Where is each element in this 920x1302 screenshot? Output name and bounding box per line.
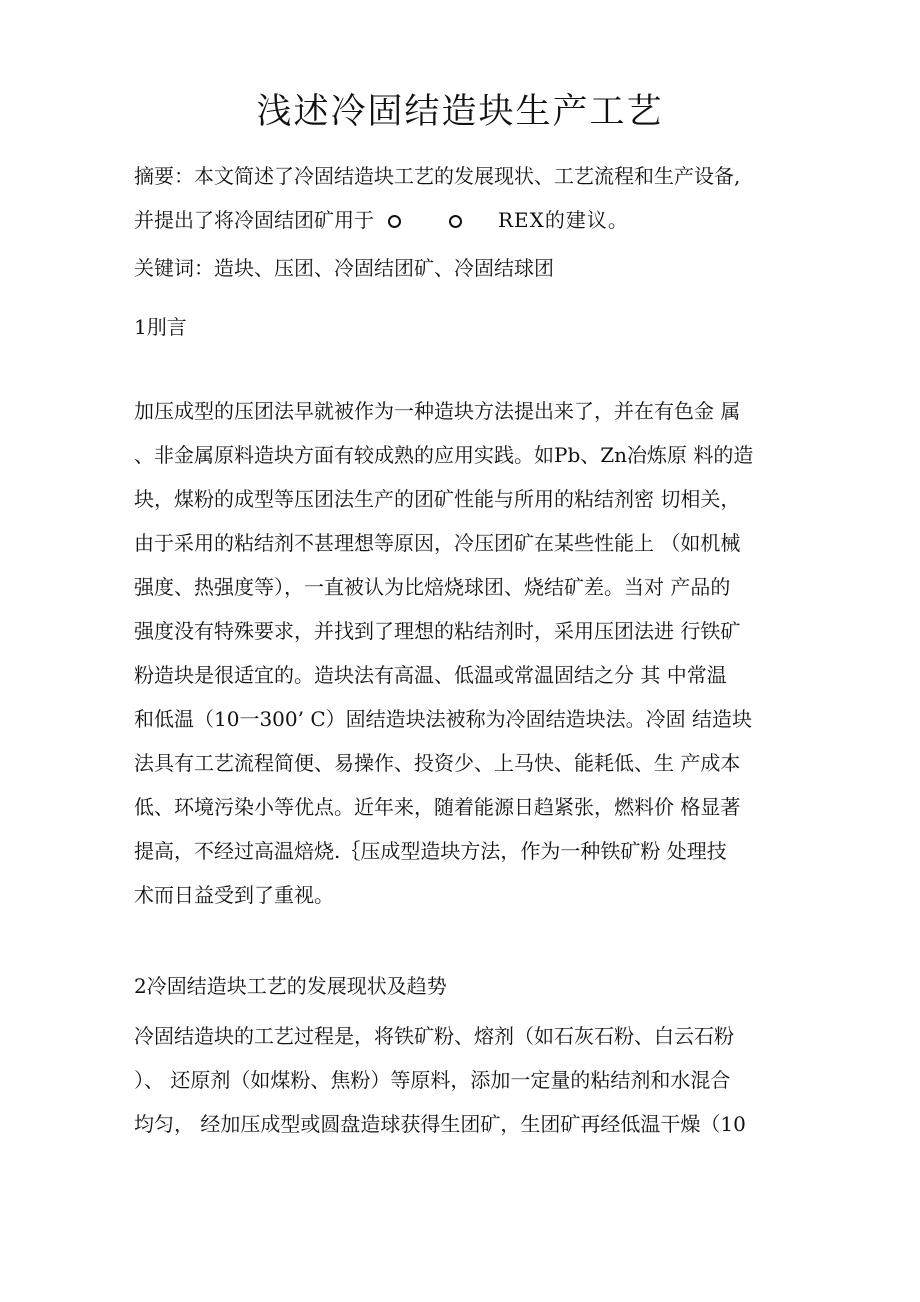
paragraph-line: 由于采用的粘结剂不甚理想等原因，冷压团矿在某些性能上 （如机械 [134, 531, 741, 555]
paragraph-line: 强度、热强度等），一直被认为比焙烧球团、烧结矿差。当对 产品的 [134, 575, 731, 599]
abstract-line-2-tail: REX的建议。 [498, 208, 629, 232]
paragraph-line: 加压成型的压团法早就被作为一种造块方法提出来了，并在有色金 属 [134, 399, 741, 423]
paragraph-line: 粉造块是很适宜的。造块法有高温、低温或常温固结之分 其 中常温 [134, 663, 727, 687]
paragraph-line: 、非金属原料造块方面有较成熟的应用实践。如Pb、Zn冶炼原 料的造 [134, 443, 754, 467]
paragraph-line: 和低温（10一300’ C）固结造块法被称为冷固结造块法。冷固 结造块 [134, 707, 752, 731]
paragraph-line: 强度没有特殊要求，并找到了理想的粘结剂时，采用压团法进 行铁矿 [134, 619, 741, 643]
abstract-line-1: 摘要：本文简述了冷固结造块工艺的发展现状、工艺流程和生产设备, [134, 164, 741, 188]
paragraph-line: 法具有工艺流程简便、易操作、投资少、上马快、能耗低、生 产成本 [134, 751, 741, 775]
document-title: 浅述冷固结造块生产工艺 [256, 92, 664, 132]
paragraph-line: 低、环境污染小等优点。近年来，随着能源日趋紧张，燃料价 格显著 [134, 795, 741, 819]
circle-glyph-icon [449, 215, 462, 228]
paragraph-line: 冷固结造块的工艺过程是，将铁矿粉、熔剂（如石灰石粉、白云石粉 [134, 1024, 734, 1048]
abstract-line-2-text: 并提出了将冷固结团矿用于 [134, 208, 374, 232]
paragraph-line: ）、 还原剂（如煤粉、焦粉）等原料，添加一定量的粘结剂和水混合 [134, 1068, 731, 1092]
paragraph-line: 块，煤粉的成型等压团法生产的团矿性能与所用的粘结剂密 切相关， [134, 487, 741, 511]
circle-glyph-icon [388, 215, 401, 228]
section-2-paragraph [134, 1022, 814, 1154]
paragraph-line: 术而日益受到了重视。 [134, 883, 334, 907]
section-2-heading: 2冷固结造块工艺的发展现状及趋势 [134, 974, 447, 998]
paragraph-line: 均匀， 经加压成型或圆盘造球获得生团矿，生团矿再经低温干燥（10 [134, 1112, 746, 1136]
keywords-line: 关键词：造块、压团、冷固结团矿、冷固结球团 [134, 256, 554, 280]
section-1-heading: 1刖言 [134, 315, 187, 339]
paragraph-line: 提高，不经过高温焙烧.｛压成型造块方法，作为一种铁矿粉 处理技 [134, 839, 727, 863]
abstract-line-2 [134, 206, 814, 235]
section-1-paragraph [134, 397, 814, 925]
